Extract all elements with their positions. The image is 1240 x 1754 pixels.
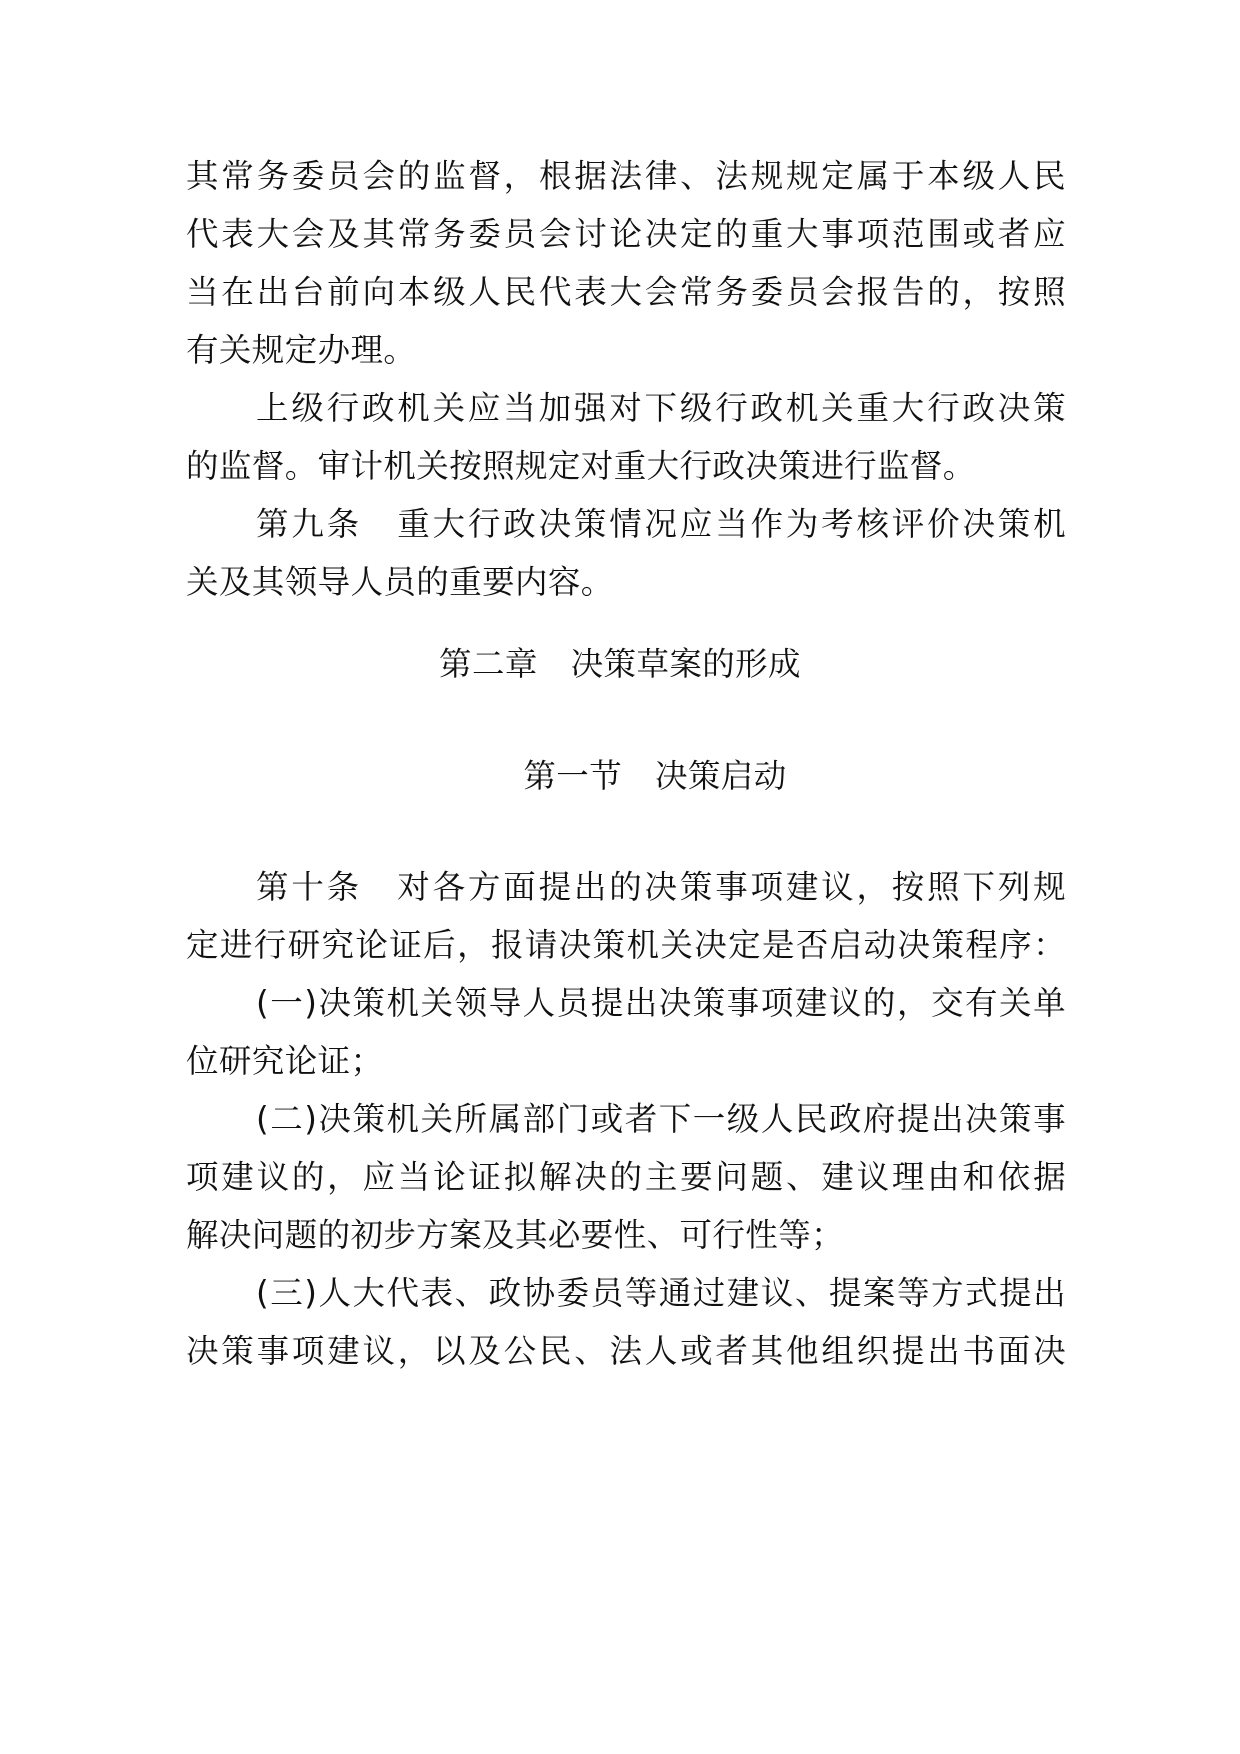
text-line: 定进行研究论证后，报请决策机关决定是否启动决策程序： <box>186 926 1066 964</box>
text-line: (二)决策机关所属部门或者下一级人民政府提出决策事 <box>256 1100 1066 1138</box>
section-heading: 第一节 决策启动 <box>523 757 787 795</box>
text-line: 的监督。审计机关按照规定对重大行政决策进行监督。 <box>186 447 976 485</box>
text-line: (一)决策机关领导人员提出决策事项建议的，交有关单 <box>256 984 1066 1022</box>
text-line: 关及其领导人员的重要内容。 <box>186 563 614 601</box>
text-line: 决策事项建议，以及公民、法人或者其他组织提出书面决 <box>186 1332 1066 1370</box>
text-line: 第九条 重大行政决策情况应当作为考核评价决策机 <box>256 505 1066 543</box>
text-line: 解决问题的初步方案及其必要性、可行性等； <box>186 1216 845 1254</box>
text-line: (三)人大代表、政协委员等通过建议、提案等方式提出 <box>256 1274 1066 1312</box>
text-line: 项建议的，应当论证拟解决的主要问题、建议理由和依据 <box>186 1158 1066 1196</box>
text-line: 有关规定办理。 <box>186 331 417 369</box>
text-line: 位研究论证； <box>186 1042 384 1080</box>
text-line: 第十条 对各方面提出的决策事项建议，按照下列规 <box>256 868 1066 906</box>
text-line: 当在出台前向本级人民代表大会常务委员会报告的，按照 <box>186 273 1066 311</box>
text-line: 其常务委员会的监督，根据法律、法规规定属于本级人民 <box>186 157 1066 195</box>
text-line: 代表大会及其常务委员会讨论决定的重大事项范围或者应 <box>186 215 1066 253</box>
chapter-heading: 第二章 决策草案的形成 <box>439 645 801 683</box>
text-line: 上级行政机关应当加强对下级行政机关重大行政决策 <box>256 389 1066 427</box>
